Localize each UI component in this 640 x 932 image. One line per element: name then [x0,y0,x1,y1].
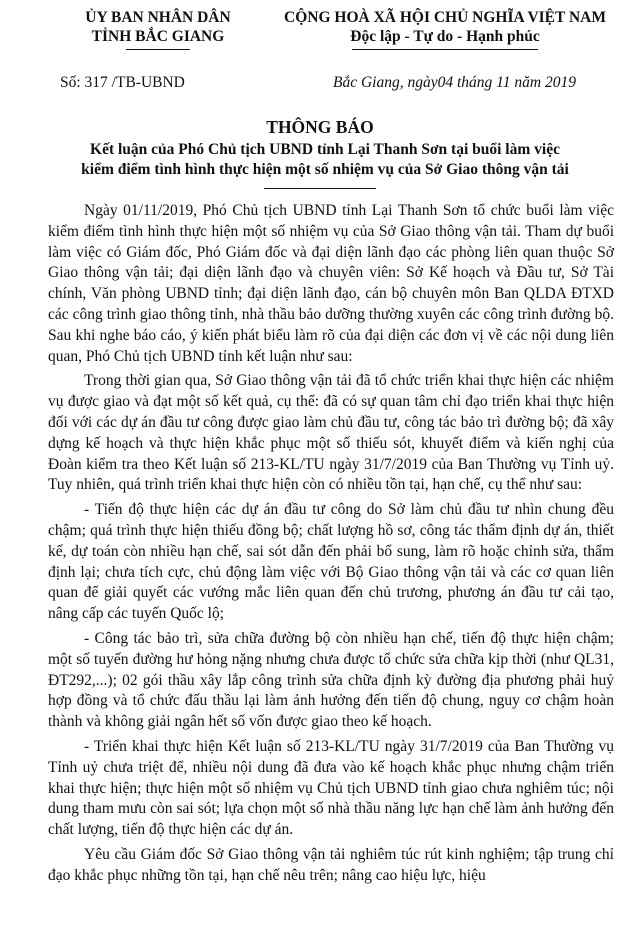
subject-underline [264,188,376,189]
agency-line-1: ỦY BAN NHÂN DÂN [85,9,231,26]
paragraph: Yêu cầu Giám đốc Sở Giao thông vận tải nghiêm túc rút kinh nghiệm; tập trung chỉ đạo khắc phục những tồn tại, hạn chế nêu trên; nâng cao hiệu lực, hiệu [48,845,614,884]
document-subject [40,140,610,180]
subject-line-2: kiểm điểm tình hình thực hiện một số nhiệm vụ của Sở Giao thông vận tải [81,161,569,178]
nation-line-1: CỘNG HOÀ XÃ HỘI CHỦ NGHĨA VIỆT NAM [284,9,606,26]
nation-line-2: Độc lập - Tự do - Hạnh phúc [350,28,540,45]
issuing-agency [58,8,258,50]
agency-underline [126,49,190,50]
subject-line-1: Kết luận của Phó Chủ tịch UBND tỉnh Lại Thanh Sơn tại buổi làm việc [90,141,560,158]
document-date: Bắc Giang, ngày04 tháng 11 năm 2019 [333,74,576,91]
paragraph: Ngày 01/11/2019, Phó Chủ tịch UBND tỉnh Lại Thanh Sơn tổ chức buổi làm việc kiểm điểm tình hình thực hiện một số nhiệm vụ của Sở Giao thông vận tải. Tham dự buổi làm việc có Giám đốc, Phó Giám đốc và đại diện lãnh đạo các phòng liên quan thuộc Sở Giao thông vận tải; đại diện lãnh đạo và chuyên viên: Sở Kế hoạch và Đầu tư, Sở Tài chính, Văn phòng UBND tỉnh; đại diện lãnh đạo, cán bộ chuyên môn Ban QLDA ĐTXD các công trình giao thông tỉnh, nhà thầu bảo dưỡng thường xuyên các công trình đường bộ. Sau khi nghe báo cáo, ý kiến phát biểu làm rõ của đại diện các đơn vị về các nội dung liên quan, Phó Chủ tịch UBND tỉnh kết luận như sau: [48,202,614,365]
motto-underline [352,49,538,50]
document-type: THÔNG BÁO [266,117,374,137]
agency-line-2: TỈNH BẮC GIANG [91,28,225,45]
national-motto [268,8,622,50]
document-body [48,201,614,891]
paragraph: - Triển khai thực hiện Kết luận số 213-KL/TU ngày 31/7/2019 của Ban Thường vụ Tỉnh uỷ chưa triệt để, nhiều nội dung đã đưa vào kế hoạch khắc phục nhưng chậm triển khai thực hiện; thực hiện một số nhiệm vụ Chủ tịch UBND tỉnh giao chưa nghiêm túc; nội dung tham mưu còn sai sót; lựa chọn một số nhà thầu năng lực hạn chế làm ảnh hưởng đến chất lượng, tiến độ thực hiện các dự án. [48,737,614,839]
paragraph: Trong thời gian qua, Sở Giao thông vận tải đã tổ chức triển khai thực hiện các nhiệm vụ được giao và đạt một số kết quả, cụ thể: đã có sự quan tâm chỉ đạo triển khai thực hiện đối với các dự án đầu tư công được giao làm chủ đầu tư, công tác bảo trì đường bộ; đã xây dựng kế hoạch và thực hiện khắc phục một số thiếu sót, khuyết điểm và kiến nghị của Đoàn kiểm tra theo Kết luận số 213-KL/TU ngày 31/7/2019 của Ban Thường vụ Tỉnh uỷ. Tuy nhiên, quá trình triển khai thực hiện còn có nhiều tồn tại, hạn chế, cụ thể như sau: [48,372,614,494]
paragraph: - Tiến độ thực hiện các dự án đầu tư công do Sở làm chủ đầu tư nhìn chung đều chậm; quá trình thực hiện thiếu đồng bộ; chất lượng hồ sơ, công tác thẩm định dự án, thiết kế, dự toán còn nhiều hạn chế, sai sót dẫn đến phải bổ sung, làm rõ hoặc chỉnh sửa, thẩm định lại; chưa tích cực, chủ động làm việc với Bộ Giao thông vận tải và các cơ quan liên quan để giải quyết các vướng mắc liên quan đến chủ trương, phương án đầu tư cải tạo, nâng cấp các tuyến Quốc lộ; [48,501,614,623]
document-number: Số: 317 /TB-UBND [60,74,185,91]
paragraph: - Công tác bảo trì, sửa chữa đường bộ còn nhiều hạn chế, tiến độ thực hiện chậm; một số tuyến đường hư hỏng nặng nhưng chưa được tổ chức sửa chữa kịp thời (như QL31, ĐT292,...); 02 gói thầu xây lắp công trình sửa chữa định kỳ đường địa phương phải huỷ hợp đồng và tổ chức đấu thầu lại làm ảnh hưởng đến tiến độ chung, nguy cơ chậm hoàn thành và không giải ngân hết số vốn được giao theo kế hoạch. [48,629,614,731]
